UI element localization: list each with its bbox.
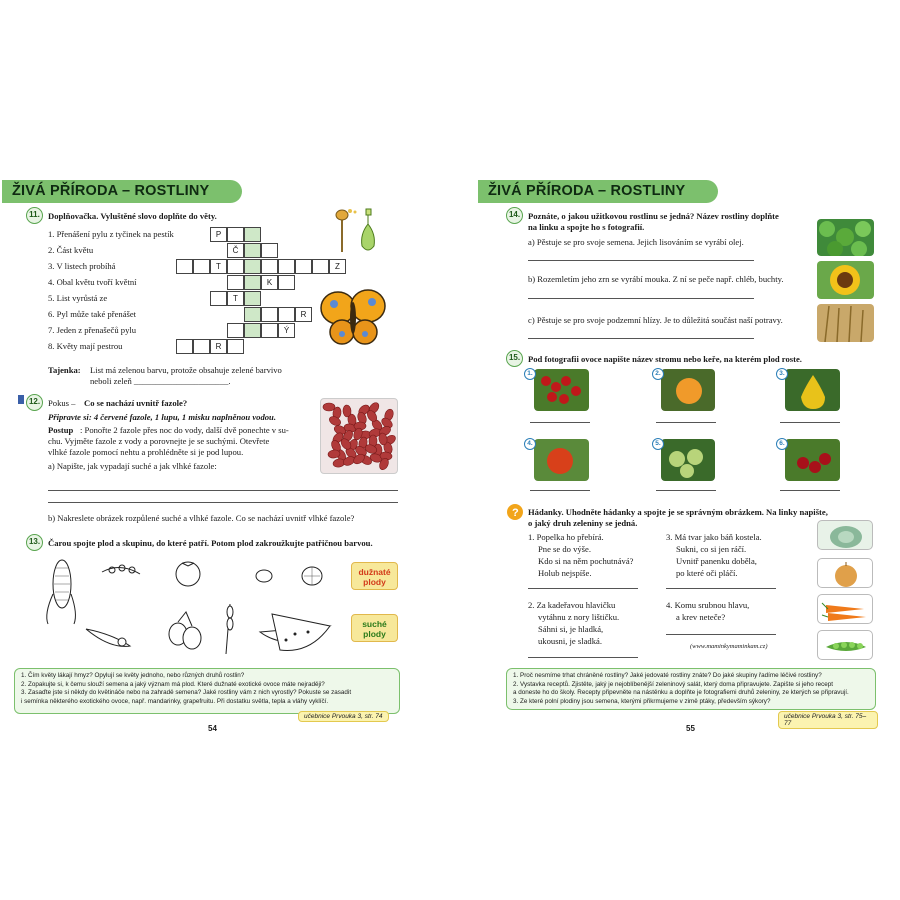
answer-line[interactable] — [656, 490, 716, 491]
page-title-right: ŽIVÁ PŘÍRODA – ROSTLINY — [478, 180, 718, 203]
crossword-cell[interactable]: T — [227, 291, 244, 306]
crossword-cell[interactable] — [261, 323, 278, 338]
crossword-cell[interactable] — [227, 323, 244, 338]
answer-line[interactable] — [48, 490, 398, 491]
crossword-cell[interactable] — [261, 307, 278, 322]
task-14-title-1: Poznáte, o jakou užitkovou rostlinu se jedná? Název rostliny doplňte — [528, 211, 779, 221]
crossword-cell[interactable]: R — [210, 339, 227, 354]
crossword-cell[interactable] — [261, 259, 278, 274]
task-12-number: 12. — [26, 394, 43, 411]
page-number: 55 — [686, 724, 695, 733]
task-14-a: a) Pěstuje se pro svoje semena. Jejich lisováním se vyrábí olej. — [528, 237, 744, 247]
riddle-4-line-1: 4. Komu srubnou hlavu, — [666, 600, 750, 610]
answer-line[interactable] — [666, 634, 776, 635]
question-3-continued: i semínka některého exotického ovoce, např. mandarinky, grapefruitu. Při dostatku světla, tepla a vláhy vyklíčí. — [21, 697, 329, 705]
task-12-question-b: b) Nakreslete obrázek rozpůlené suché a vlhké fazole. Co se nachází uvnitř vlhké fazole? — [48, 513, 355, 523]
riddle-2-line-4: ukousni, je sladká. — [538, 636, 602, 646]
riddle-1-line-1: 1. Popelka ho přebírá. — [528, 532, 604, 542]
clue-3: 3. V listech probíhá — [48, 261, 116, 271]
question-2: 2. Vystavka receptů. Zjistěte, jaký je nejoblíbenější zeleninový salát, který doma připravujete. Zapište si jeho recept — [513, 680, 834, 688]
clue-2: 2. Část květu — [48, 245, 94, 255]
tajenka-text-2: neboli zeleň ______________________. — [90, 376, 231, 386]
textbook-reference: učebnice Prvouka 3, str. 74 — [298, 711, 389, 722]
question-3: 3. Ze které polní plodiny jsou semena, kterými přikrmujeme v zimě ptáky, především sýkory? — [513, 697, 771, 705]
tajenka-text-1: List má zelenou barvu, protože obsahuje zelené barvivo — [90, 365, 282, 375]
crossword-cell[interactable] — [278, 275, 295, 290]
review-questions-box — [14, 668, 400, 714]
riddle-3-line-2: Sukni, co si jen ráčí. — [676, 544, 747, 554]
postup-3: vlhké fazole pomocí nehtu a prohlédněte si je pod lupou. — [48, 447, 244, 457]
photo-cabbage — [817, 520, 873, 550]
crossword-cell[interactable] — [312, 259, 329, 274]
crossword-cell[interactable]: Z — [329, 259, 346, 274]
corn-drawing — [47, 560, 76, 624]
riddle-1-line-4: Holub nejspíše. — [538, 568, 592, 578]
task-13-number: 13. — [26, 534, 43, 551]
review-questions-box — [506, 668, 876, 710]
fruit-label-3: 3. — [776, 368, 788, 380]
fruit-drawings — [40, 554, 340, 664]
answer-line[interactable] — [528, 588, 638, 589]
crossword-cell[interactable] — [227, 259, 244, 274]
crossword-cell[interactable] — [244, 323, 261, 338]
crossword-cell[interactable] — [295, 259, 312, 274]
riddle-3-line-3: Uvnitř panenku doběla, — [676, 556, 757, 566]
photo-cherries — [785, 439, 840, 481]
crossword-cell[interactable] — [244, 243, 261, 258]
photo-apricot — [661, 369, 715, 411]
crossword-cell[interactable] — [176, 259, 193, 274]
answer-line[interactable] — [780, 422, 840, 423]
task-12-question-a: a) Napište, jak vypadají suché a jak vlhké fazole: — [48, 461, 217, 471]
crossword-cell[interactable]: T — [210, 259, 227, 274]
crossword-cell[interactable]: Č — [227, 243, 244, 258]
task-11-number: 11. — [26, 207, 43, 224]
answer-line[interactable] — [48, 502, 398, 503]
riddle-1-line-3: Kdo si na něm pochutnává? — [538, 556, 634, 566]
crossword-cell[interactable] — [176, 339, 193, 354]
fruit-label-2: 2. — [652, 368, 664, 380]
crossword-cell[interactable] — [278, 307, 295, 322]
crossword-cell[interactable] — [227, 227, 244, 242]
crossword-cell[interactable] — [227, 275, 244, 290]
photo-onion — [817, 558, 873, 588]
photo-gooseberries — [661, 439, 715, 481]
beans-photo — [320, 398, 398, 474]
pistil-stamen-illustration — [330, 206, 386, 256]
clue-6: 6. Pyl může také přenášet — [48, 309, 137, 319]
clue-5: 5. List vyrůstá ze — [48, 293, 108, 303]
fruit-label-5: 5. — [652, 438, 664, 450]
clue-1: 1. Přenášení pylu z tyčinek na pestík — [48, 229, 174, 239]
crossword-cell[interactable] — [244, 291, 261, 306]
riddles-source: (www.maminkymaminkam.cz) — [690, 643, 768, 650]
photo-currants — [534, 369, 589, 411]
task-14-title-2: na linku a spojte ho s fotografií. — [528, 222, 645, 232]
task-14-b: b) Rozemletím jeho zrn se vyrábí mouka. Z ní se peče např. chléb, buchty. — [528, 274, 784, 284]
photo-sunflower — [817, 261, 874, 299]
page-number: 54 — [208, 724, 217, 733]
riddle-1-line-2: Pne se do výše. — [538, 544, 591, 554]
crossword-cell[interactable] — [210, 291, 227, 306]
answer-line[interactable] — [666, 588, 776, 589]
answer-line[interactable] — [528, 338, 754, 339]
answer-line[interactable] — [528, 298, 754, 299]
task-15-number: 15. — [506, 350, 523, 367]
task-12-title-b: Co se nachází uvnitř fazole? — [84, 398, 188, 408]
fruit-label-6: 6. — [776, 438, 788, 450]
answer-line[interactable] — [530, 490, 590, 491]
tajenka-label: Tajenka: — [48, 365, 81, 375]
crossword-cell[interactable]: K — [261, 275, 278, 290]
crossword-cell[interactable] — [193, 259, 210, 274]
crossword-cell[interactable] — [193, 339, 210, 354]
question-3: 3. Zasaďte jste si někdy do květináče nebo na zahradě semena? Jaké rostliny vám z nich vyrostly? Pokuste se zasadit — [21, 689, 352, 697]
clue-7: 7. Jeden z přenašečů pylu — [48, 325, 137, 335]
crossword-cell[interactable]: P — [210, 227, 227, 242]
task-14-number: 14. — [506, 207, 523, 224]
riddle-3-line-1: 3. Má tvar jako báň kostela. — [666, 532, 762, 542]
riddles-title-2: o jaký druh zeleniny se jedná. — [528, 518, 638, 528]
fruit-label-4: 4. — [524, 438, 536, 450]
crossword-cell[interactable] — [227, 339, 244, 354]
question-2-continued: a doneste ho do školy. Recepty připevněte na nástěnku a doplňte je fotografiemi druhů zeleniny, ze kterých se připravují. — [513, 689, 849, 697]
question-1: 1. Čím květy lákají hmyz? Opylují se květy jednoho, nebo různých druhů rostlin? — [21, 672, 245, 679]
crossword-cell[interactable] — [244, 275, 261, 290]
clue-8: 8. Květy mají pestrou — [48, 341, 123, 351]
experiment-icon — [16, 393, 26, 405]
photo-carrots — [817, 594, 873, 624]
svg-text:?: ? — [512, 507, 519, 519]
answer-line[interactable] — [656, 422, 716, 423]
photo-plant-leaves — [817, 219, 874, 256]
riddle-2-line-3: Sáhni si, je hladká, — [538, 624, 604, 634]
riddle-4-line-2: a krev neteče? — [676, 612, 726, 622]
answer-line[interactable] — [530, 422, 590, 423]
photo-wheat — [817, 304, 874, 342]
postup-label: Postup — [48, 425, 74, 435]
task-12-prep: Připravte si: 4 červené fazole, 1 lupu, 1 misku naplněnou vodou. — [48, 412, 276, 422]
task-11-title: Doplňovačka. Vyluštěné slovo doplňte do věty. — [48, 211, 217, 221]
fruit-label-1: 1. — [524, 368, 536, 380]
crossword-cell[interactable] — [244, 307, 261, 322]
clue-4: 4. Obal květu tvoří květní — [48, 277, 137, 287]
photo-apple — [534, 439, 589, 481]
task-13-title: Čarou spojte plod a skupinu, do které patří. Potom plod zakroužkujte patřičnou barvou. — [48, 538, 373, 548]
textbook-reference: učebnice Prvouka 3, str. 75–77 — [778, 711, 878, 729]
riddle-2-line-1: 2. Za kadeřavou hlavičku — [528, 600, 616, 610]
riddle-3-line-4: po které oči pláčí. — [676, 568, 738, 578]
tag-dry-fruit[interactable]: suché plody — [351, 614, 398, 642]
page-55 — [478, 168, 878, 738]
riddle-2-line-2: vytáhnu z nory lištičku. — [538, 612, 620, 622]
crossword-cell[interactable] — [261, 243, 278, 258]
crossword-cell[interactable] — [244, 227, 261, 242]
task-15-title: Pod fotografii ovoce napište název stromu nebo keře, na kterém plod roste. — [528, 354, 802, 364]
crossword-cell[interactable]: R — [295, 307, 312, 322]
answer-line[interactable] — [528, 260, 754, 261]
page-54 — [2, 168, 402, 738]
riddles-title-1: Hádanky. Uhodněte hádanky a spojte je se správným obrázkem. Na linky napište, — [528, 507, 828, 517]
tag-fleshy-fruit[interactable]: dužnaté plody — [351, 562, 398, 590]
butterfly-illustration — [320, 288, 386, 350]
question-1: 1. Proč nesmíme trhat chráněné rostliny? Jaké jedovaté rostliny znáte? Do jaké skupiny řadíme léčivé rostliny? — [513, 672, 822, 679]
riddle-icon — [506, 503, 524, 521]
task-14-c: c) Pěstuje se pro svoje podzemní hlízy. Je to důležitá součást naší potravy. — [528, 315, 783, 325]
answer-line[interactable] — [780, 490, 840, 491]
answer-line[interactable] — [528, 657, 638, 658]
crossword-cell[interactable] — [244, 259, 261, 274]
page-title-left: ŽIVÁ PŘÍRODA – ROSTLINY — [2, 180, 242, 203]
postup-1: : Ponořte 2 fazole přes noc do vody, další dvě ponechte v su- — [80, 425, 289, 435]
crossword-cell[interactable] — [278, 259, 295, 274]
task-12-title-a: Pokus – — [48, 398, 76, 408]
crossword-cell[interactable]: Ý — [278, 323, 295, 338]
question-2: 2. Zopakujte si, k čemu slouží semena a jaký význam má plod. Které dužnaté exotické ovoce máte nejraději? — [21, 680, 325, 688]
photo-pear — [785, 369, 840, 411]
postup-2: chu. Vyjměte fazole z vody a porovnejte je se suchými. Otevřete — [48, 436, 270, 446]
photo-peas — [817, 630, 873, 660]
